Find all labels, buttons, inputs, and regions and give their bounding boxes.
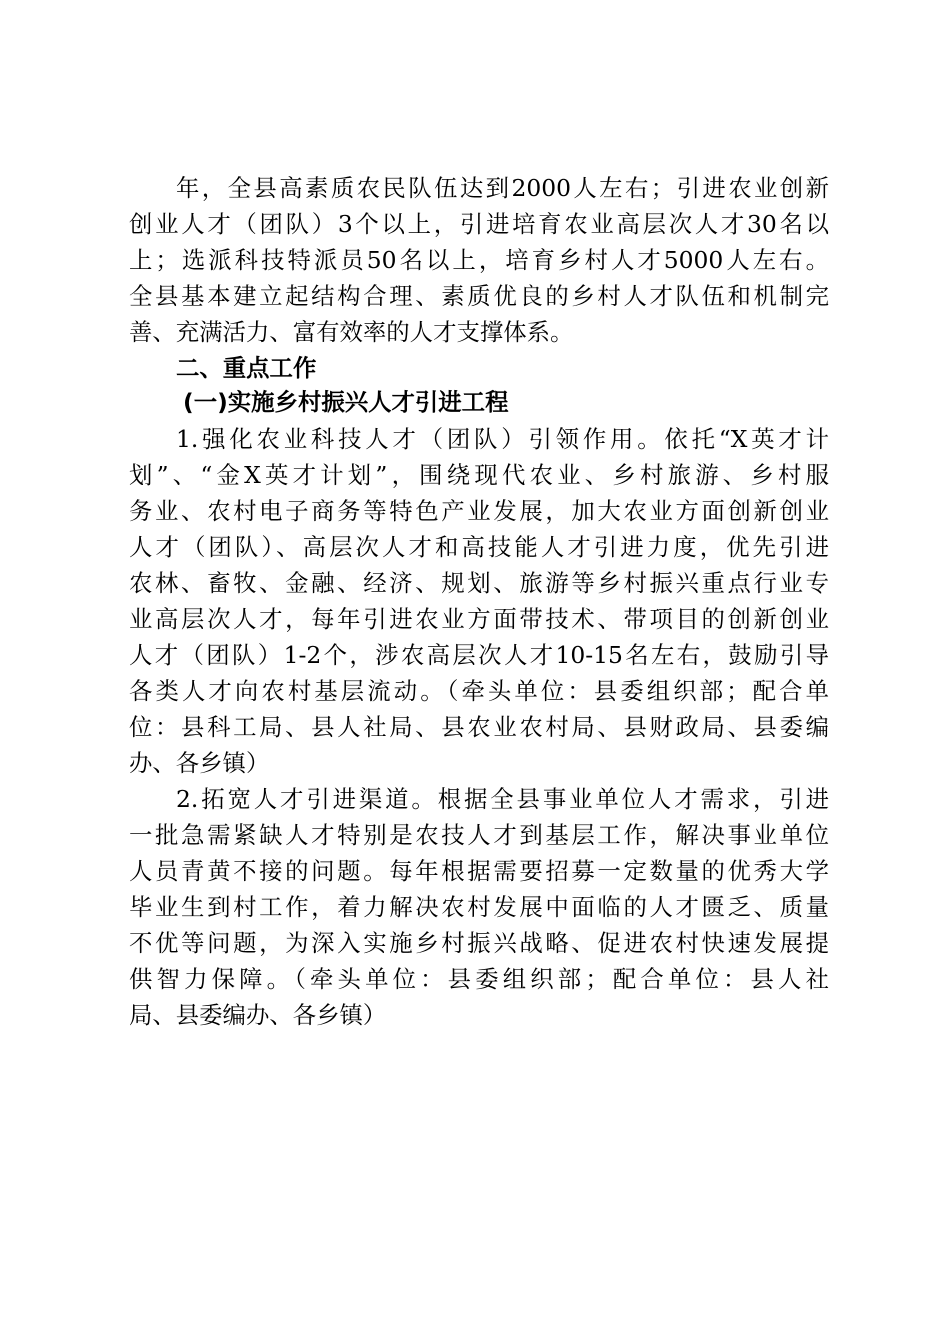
text-line: 局、县委编办、各乡镇） bbox=[129, 1001, 387, 1029]
subsection-heading: (一)实施乡村振兴人才引进工程 bbox=[183, 388, 509, 416]
text-line: 不优等问题，为深入实施乡村振兴战略、促进农村快速发展提 bbox=[129, 929, 829, 957]
text-line: 毕业生到村工作，着力解决农村发展中面临的人才匮乏、质量 bbox=[129, 893, 829, 921]
paragraph-targets bbox=[129, 170, 829, 350]
paragraph-item-1 bbox=[129, 421, 829, 781]
text-line: 全县基本建立起结构合理、素质优良的乡村人才队伍和机制完 bbox=[129, 282, 829, 310]
text-line: 供智力保障。（牵头单位：县委组织部；配合单位：县人社 bbox=[129, 965, 829, 993]
document-body bbox=[129, 170, 829, 1033]
text-line: 位：县科工局、县人社局、县农业农村局、县财政局、县委编 bbox=[129, 713, 829, 741]
text-line: 上；选派科技特派员50名以上，培育乡村人才5000人左右。 bbox=[129, 246, 829, 274]
text-line: 一批急需紧缺人才特别是农技人才到基层工作，解决事业单位 bbox=[129, 821, 829, 849]
text-line: 1.强化农业科技人才（团队）引领作用。依托“X英才计 bbox=[176, 425, 829, 453]
text-line: 人才（团队）1-2个，涉农高层次人才10-15名左右，鼓励引导 bbox=[129, 641, 829, 669]
text-line: 各类人才向农村基层流动。（牵头单位：县委组织部；配合单 bbox=[129, 677, 829, 705]
text-line: 办、各乡镇） bbox=[129, 749, 270, 777]
text-line: 人员青黄不接的问题。每年根据需要招募一定数量的优秀大学 bbox=[129, 857, 829, 885]
text-line: 农林、畜牧、金融、经济、规划、旅游等乡村振兴重点行业专 bbox=[129, 569, 829, 597]
text-line: 善、充满活力、富有效率的人才支撑体系。 bbox=[129, 318, 574, 346]
section-heading: 二、重点工作 bbox=[176, 354, 317, 382]
text-line: 人才（团队）、高层次人才和高技能人才引进力度，优先引进 bbox=[129, 533, 829, 561]
text-line: 务业、农村电子商务等特色产业发展，加大农业方面创新创业 bbox=[129, 497, 829, 525]
text-line: 划”、“金X英才计划”，围绕现代农业、乡村旅游、乡村服 bbox=[129, 461, 829, 489]
paragraph-item-2 bbox=[129, 781, 829, 1033]
text-line: 创业人才（团队）3个以上，引进培育农业高层次人才30名以 bbox=[129, 210, 829, 238]
text-line: 业高层次人才，每年引进农业方面带技术、带项目的创新创业 bbox=[129, 605, 829, 633]
text-line: 年，全县高素质农民队伍达到2000人左右；引进农业创新 bbox=[176, 174, 829, 202]
text-line: 2.拓宽人才引进渠道。根据全县事业单位人才需求，引进 bbox=[176, 785, 829, 813]
